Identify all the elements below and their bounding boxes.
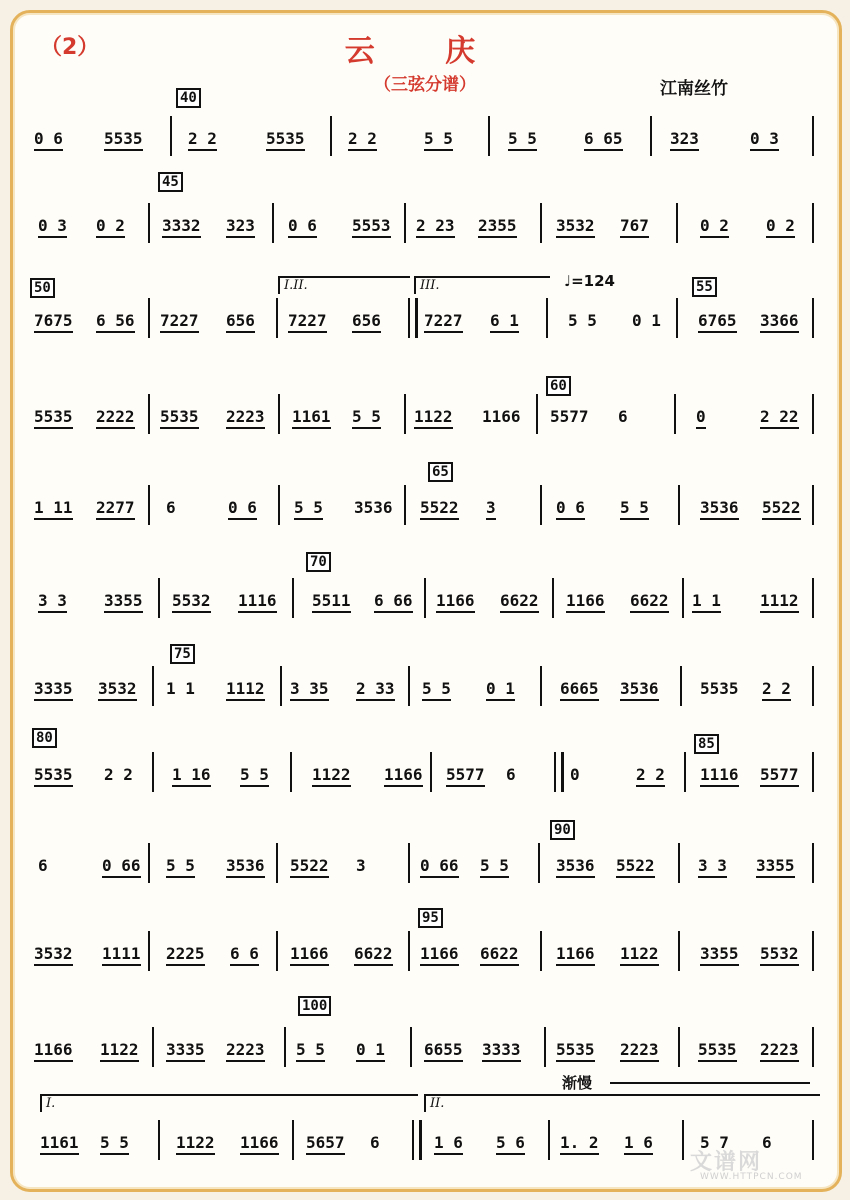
- note-group: 5532: [172, 592, 211, 613]
- score-system: [0, 408, 850, 438]
- note-group: 323: [670, 130, 699, 151]
- note-group: 5 5: [166, 857, 195, 878]
- barline: [276, 298, 278, 338]
- note-group: 6622: [354, 945, 393, 966]
- note-group: 5657: [306, 1134, 345, 1155]
- barline: [674, 394, 676, 434]
- score-system: [0, 680, 850, 710]
- ending-bracket-ii: II.: [424, 1094, 820, 1112]
- note-group: 3536: [700, 499, 739, 520]
- note-group: 3536: [620, 680, 659, 701]
- ending-bracket-i: I.: [40, 1094, 418, 1112]
- note-group: 6: [38, 856, 48, 875]
- measure-number: 80: [32, 728, 57, 748]
- barline: [540, 203, 542, 243]
- note-group: 3532: [556, 217, 595, 238]
- note-group: 5 5: [620, 499, 649, 520]
- note-group: 1122: [414, 408, 453, 429]
- measure-number: 95: [418, 908, 443, 928]
- note-group: 5 5: [568, 311, 597, 330]
- barline: [284, 1027, 286, 1067]
- note-group: 656: [352, 312, 381, 333]
- barline: [290, 752, 292, 792]
- barline: [158, 578, 160, 618]
- barline: [408, 843, 410, 883]
- barline: [682, 1120, 684, 1160]
- note-group: 7227: [424, 312, 463, 333]
- measure-number: 50: [30, 278, 55, 298]
- barline: [430, 752, 432, 792]
- barline: [410, 1027, 412, 1067]
- note-group: 5522: [290, 857, 329, 878]
- note-group: 6665: [560, 680, 599, 701]
- note-group: 2223: [760, 1041, 799, 1062]
- note-group: 0: [696, 408, 706, 429]
- note-group: 3536: [556, 857, 595, 878]
- note-group: 3532: [98, 680, 137, 701]
- note-group: 2 2: [762, 680, 791, 701]
- note-group: 2 23: [416, 217, 455, 238]
- barline: [408, 666, 410, 706]
- barline: [544, 1027, 546, 1067]
- barline: [148, 931, 150, 971]
- note-group: 1166: [420, 945, 459, 966]
- barline: [540, 931, 542, 971]
- note-group: 1122: [176, 1134, 215, 1155]
- note-group: 6: [370, 1133, 380, 1152]
- note-group: 1116: [238, 592, 277, 613]
- note-group: 6622: [630, 592, 669, 613]
- barline: [276, 931, 278, 971]
- note-group: 5535: [104, 130, 143, 151]
- barline: [676, 298, 678, 338]
- note-group: 5 7: [700, 1133, 729, 1152]
- barline: [812, 394, 814, 434]
- note-group: 1112: [760, 592, 799, 613]
- barline: [552, 578, 554, 618]
- barline: [488, 116, 490, 156]
- note-group: 6: [506, 765, 516, 784]
- barline: [148, 843, 150, 883]
- note-group: 1166: [566, 592, 605, 613]
- barline: [540, 666, 542, 706]
- note-group: 1 11: [34, 499, 73, 520]
- barline: [546, 298, 548, 338]
- note-group: 1122: [620, 945, 659, 966]
- barline: [678, 1027, 680, 1067]
- barline: [278, 394, 280, 434]
- note-group: 1 6: [624, 1134, 653, 1155]
- score-system: [0, 1041, 850, 1071]
- note-group: 5553: [352, 217, 391, 238]
- note-group: 2 2: [188, 130, 217, 151]
- note-group: 5 5: [240, 766, 269, 787]
- note-group: 6 66: [374, 592, 413, 613]
- barline: [678, 843, 680, 883]
- barline: [292, 578, 294, 618]
- note-group: 6 1: [490, 312, 519, 333]
- note-group: 6: [166, 498, 176, 517]
- note-group: 0 3: [38, 217, 67, 238]
- barline: [678, 931, 680, 971]
- score-system: [0, 499, 850, 529]
- note-group: 5535: [700, 679, 739, 698]
- note-group: 3536: [354, 498, 393, 517]
- ending-bracket-1-2: I.II.: [278, 276, 410, 294]
- barline: [404, 485, 406, 525]
- ritardando-marking: 渐慢: [562, 1074, 593, 1092]
- note-group: 5535: [34, 766, 73, 787]
- note-group: 3 35: [290, 680, 329, 701]
- barline: [158, 1120, 160, 1160]
- note-group: 2277: [96, 499, 135, 520]
- barline: [812, 931, 814, 971]
- note-group: 0 66: [102, 857, 141, 878]
- barline: [812, 116, 814, 156]
- barline: [812, 752, 814, 792]
- note-group: 3335: [166, 1041, 205, 1062]
- note-group: 2223: [226, 408, 265, 429]
- note-group: 5 5: [508, 130, 537, 151]
- measure-number: 85: [694, 734, 719, 754]
- barline: [812, 298, 814, 338]
- note-group: 0 1: [486, 680, 515, 701]
- note-group: 1 16: [172, 766, 211, 787]
- note-group: 3 3: [698, 857, 727, 878]
- barline: [292, 1120, 294, 1160]
- score-system: [0, 312, 850, 342]
- note-group: 5577: [550, 407, 589, 426]
- page-title: 云 庆: [344, 34, 506, 69]
- score-system: [0, 592, 850, 622]
- note-group: 0: [570, 765, 580, 784]
- note-group: 6655: [424, 1041, 463, 1062]
- note-group: 3355: [700, 945, 739, 966]
- note-group: 2225: [166, 945, 205, 966]
- barline: [152, 666, 154, 706]
- measure-number: 90: [550, 820, 575, 840]
- note-group: 6 56: [96, 312, 135, 333]
- note-group: 3355: [104, 592, 143, 613]
- barline: [812, 1027, 814, 1067]
- measure-number: 40: [176, 88, 201, 108]
- barline: [548, 1120, 550, 1160]
- note-group: 323: [226, 217, 255, 238]
- barline: [684, 752, 686, 792]
- note-group: 6: [618, 407, 628, 426]
- barline: [812, 843, 814, 883]
- note-group: 0 6: [228, 499, 257, 520]
- note-group: 5 5: [424, 130, 453, 151]
- note-group: 5577: [760, 766, 799, 787]
- subtitle: （三弦分谱）: [374, 75, 476, 95]
- note-group: 5535: [160, 408, 199, 429]
- barline: [272, 203, 274, 243]
- note-group: 5 5: [480, 857, 509, 878]
- barline: [152, 1027, 154, 1067]
- barline: [278, 485, 280, 525]
- ritardando-line: [610, 1082, 810, 1084]
- barline: [152, 752, 154, 792]
- note-group: 5 5: [422, 680, 451, 701]
- genre-label: 江南丝竹: [660, 79, 728, 99]
- note-group: 2223: [620, 1041, 659, 1062]
- repeat-barline: [412, 1120, 422, 1160]
- barline: [408, 931, 410, 971]
- barline: [678, 485, 680, 525]
- note-group: 0 1: [632, 311, 661, 330]
- barline: [812, 203, 814, 243]
- note-group: 3532: [34, 945, 73, 966]
- note-group: 5511: [312, 592, 351, 613]
- note-group: 7227: [288, 312, 327, 333]
- measure-number: 70: [306, 552, 331, 572]
- note-group: 1166: [482, 407, 521, 426]
- piece-number: （2）: [40, 35, 100, 60]
- barline: [424, 578, 426, 618]
- note-group: 6622: [480, 945, 519, 966]
- barline: [148, 485, 150, 525]
- barline: [148, 298, 150, 338]
- note-group: 2 2: [348, 130, 377, 151]
- barline: [536, 394, 538, 434]
- barline: [538, 843, 540, 883]
- note-group: 3333: [482, 1041, 521, 1062]
- ending-bracket-3: III.: [414, 276, 550, 294]
- note-group: 1111: [102, 945, 141, 966]
- note-group: 0 66: [420, 857, 459, 878]
- note-group: 1166: [290, 945, 329, 966]
- tempo-marking: ♩=124: [564, 272, 615, 290]
- measure-number: 60: [546, 376, 571, 396]
- note-group: 656: [226, 312, 255, 333]
- note-group: 1. 2: [560, 1134, 599, 1155]
- note-group: 1161: [292, 408, 331, 429]
- note-group: 6: [762, 1133, 772, 1152]
- note-group: 7675: [34, 312, 73, 333]
- barline: [404, 394, 406, 434]
- note-group: 2355: [478, 217, 517, 238]
- note-group: 3332: [162, 217, 201, 238]
- barline: [170, 116, 172, 156]
- note-group: 1166: [34, 1041, 73, 1062]
- note-group: 5522: [420, 499, 459, 520]
- barline: [812, 666, 814, 706]
- note-group: 2 22: [760, 408, 799, 429]
- note-group: 3366: [760, 312, 799, 333]
- note-group: 5535: [266, 130, 305, 151]
- barline: [148, 394, 150, 434]
- note-group: 1 6: [434, 1134, 463, 1155]
- repeat-barline: [554, 752, 564, 792]
- note-group: 5535: [556, 1041, 595, 1062]
- note-group: 1166: [436, 592, 475, 613]
- note-group: 2 2: [104, 765, 133, 784]
- note-group: 1166: [384, 766, 423, 787]
- note-group: 1 1: [692, 592, 721, 613]
- note-group: 6 6: [230, 945, 259, 966]
- barline: [812, 578, 814, 618]
- note-group: 5 5: [352, 408, 381, 429]
- note-group: 0 1: [356, 1041, 385, 1062]
- note-group: 0 3: [750, 130, 779, 151]
- measure-number: 55: [692, 277, 717, 297]
- note-group: 1 1: [166, 679, 195, 698]
- note-group: 1166: [240, 1134, 279, 1155]
- note-group: 5532: [760, 945, 799, 966]
- barline: [676, 203, 678, 243]
- note-group: 0 2: [700, 217, 729, 238]
- note-group: 2 33: [356, 680, 395, 701]
- barline: [680, 666, 682, 706]
- note-group: 1122: [312, 766, 351, 787]
- score-system: [0, 945, 850, 975]
- measure-number: 100: [298, 996, 331, 1016]
- score-system: [0, 130, 850, 160]
- note-group: 0 6: [556, 499, 585, 520]
- score-system: [0, 766, 850, 796]
- note-group: 1116: [700, 766, 739, 787]
- note-group: 5535: [698, 1041, 737, 1062]
- barline: [812, 485, 814, 525]
- note-group: 3 3: [38, 592, 67, 613]
- barline: [650, 116, 652, 156]
- barline: [812, 1120, 814, 1160]
- note-group: 6622: [500, 592, 539, 613]
- note-group: 767: [620, 217, 649, 238]
- note-group: 2222: [96, 408, 135, 429]
- note-group: 3536: [226, 857, 265, 878]
- note-group: 2 2: [636, 766, 665, 787]
- note-group: 3: [356, 856, 366, 875]
- note-group: 3355: [756, 857, 795, 878]
- barline: [276, 843, 278, 883]
- watermark-logo: 文谱网: [690, 1150, 763, 1175]
- barline: [280, 666, 282, 706]
- barline: [404, 203, 406, 243]
- note-group: 5 5: [296, 1041, 325, 1062]
- repeat-barline: [408, 298, 418, 338]
- note-group: 2223: [226, 1041, 265, 1062]
- note-group: 0 6: [288, 217, 317, 238]
- note-group: 1166: [556, 945, 595, 966]
- watermark-url: WWW.HTTPCN.COM: [700, 1172, 803, 1182]
- note-group: 6765: [698, 312, 737, 333]
- note-group: 5 5: [294, 499, 323, 520]
- measure-number: 45: [158, 172, 183, 192]
- note-group: 0 6: [34, 130, 63, 151]
- barline: [148, 203, 150, 243]
- note-group: 5 6: [496, 1134, 525, 1155]
- note-group: 1161: [40, 1134, 79, 1155]
- note-group: 3: [486, 499, 496, 520]
- measure-number: 75: [170, 644, 195, 664]
- note-group: 7227: [160, 312, 199, 333]
- note-group: 5535: [34, 408, 73, 429]
- note-group: 0 2: [766, 217, 795, 238]
- note-group: 5577: [446, 766, 485, 787]
- note-group: 3335: [34, 680, 73, 701]
- note-group: 5522: [762, 499, 801, 520]
- score-system: [0, 217, 850, 247]
- measure-number: 65: [428, 462, 453, 482]
- score-system: [0, 857, 850, 887]
- note-group: 0 2: [96, 217, 125, 238]
- barline: [682, 578, 684, 618]
- barline: [540, 485, 542, 525]
- note-group: 1112: [226, 680, 265, 701]
- note-group: 5 5: [100, 1134, 129, 1155]
- note-group: 6 65: [584, 130, 623, 151]
- barline: [330, 116, 332, 156]
- note-group: 1122: [100, 1041, 139, 1062]
- note-group: 5522: [616, 857, 655, 878]
